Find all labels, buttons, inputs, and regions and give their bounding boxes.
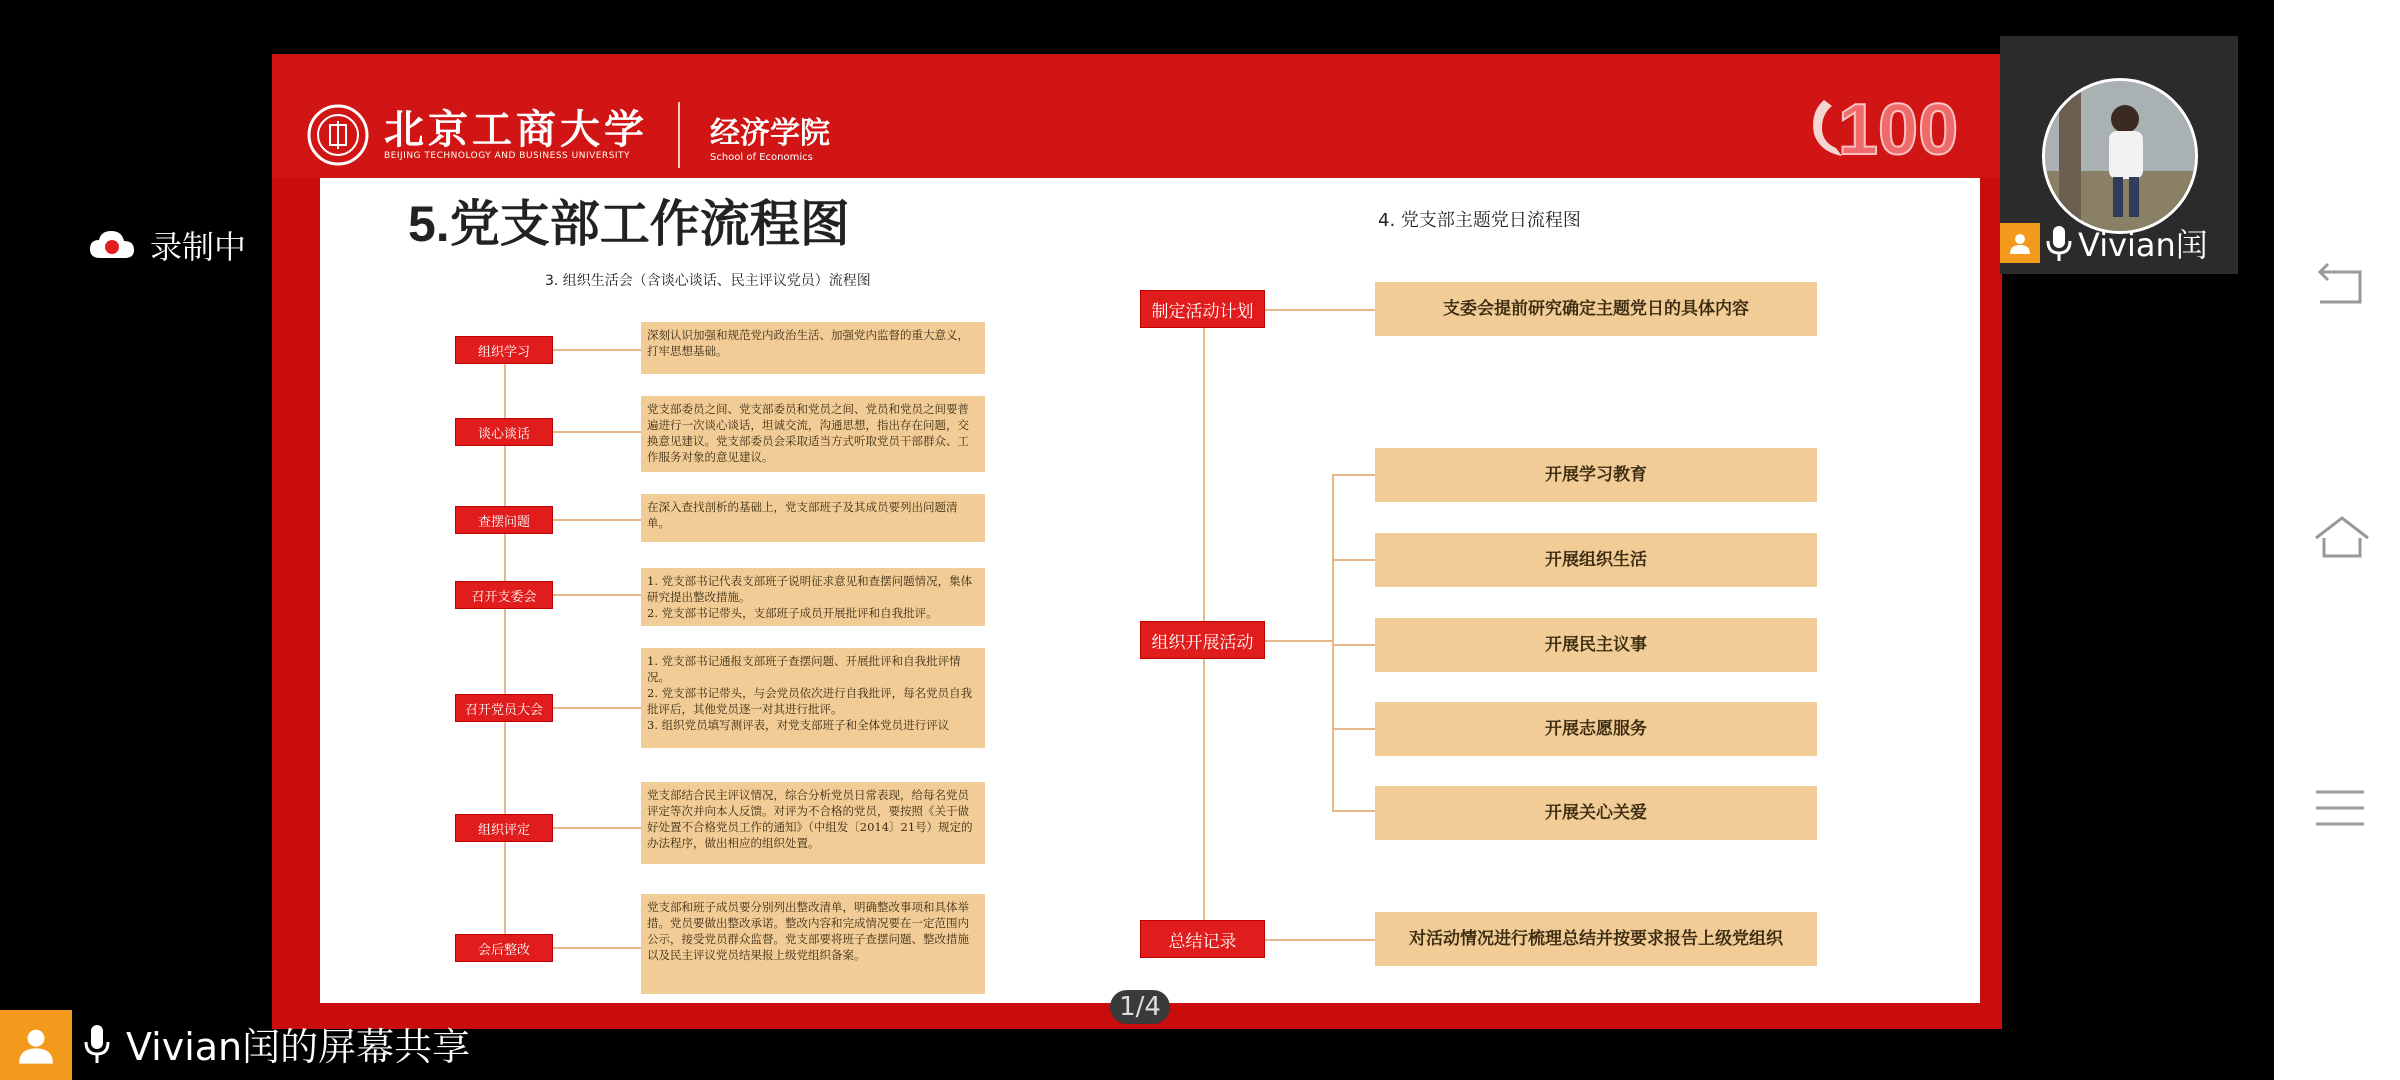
flow-connector <box>553 707 641 709</box>
menu-icon <box>2312 784 2368 832</box>
summary-text: 对活动情况进行梳理总结并按要求报告上级党组织 <box>1375 912 1817 966</box>
flow-step-text: 1. 党支部书记通报支部班子查摆问题、开展批评和自我批评情况。 2. 党支部书记带头，与会党员依次进行自我批评，每名党员自我批评后，其他党员逐一对其进行批评。 3. 组织党员填写测评表，对党支部班子和全体党员进行评议 <box>641 648 985 748</box>
person-photo <box>2045 81 2195 231</box>
activity-organize-label: 组织开展活动 <box>1140 621 1265 659</box>
shared-slide <box>272 54 2002 1029</box>
activity-item: 开展组织生活 <box>1375 533 1817 587</box>
flow-connector <box>553 431 641 433</box>
page-indicator: 1/4 <box>1110 990 1170 1024</box>
activity-plan-label: 制定活动计划 <box>1140 290 1265 328</box>
slide-body <box>320 178 1980 1003</box>
flow-step-label: 召开支委会 <box>455 581 553 609</box>
activity-plan-text: 支委会提前研究确定主题党日的具体内容 <box>1375 282 1817 336</box>
flow-step-text: 深刻认识加强和规范党内政治生活、加强党内监督的重大意义，打牢思想基础。 <box>641 322 985 374</box>
flow-connector <box>1265 939 1375 941</box>
flow-connector <box>553 349 641 351</box>
flow-connector <box>1332 644 1375 646</box>
flow-connector <box>553 594 641 596</box>
flow-connector <box>1332 810 1375 812</box>
home-icon <box>2312 508 2372 564</box>
activity-item: 开展志愿服务 <box>1375 702 1817 756</box>
recording-label: 录制中 <box>150 228 247 266</box>
back-button[interactable] <box>2312 258 2368 318</box>
flow-step-text: 在深入查找剖析的基础上，党支部班子及其成员要列出问题清单。 <box>641 494 985 542</box>
flow-connector <box>553 947 641 949</box>
university-logo <box>306 102 830 168</box>
flow-step-label: 召开党员大会 <box>455 694 553 722</box>
mic-icon <box>2044 223 2074 263</box>
flow-step-text: 党支部结合民主评议情况，综合分析党员日常表现，给每名党员评定等次并向本人反馈。对评为不合格的党员，要按照《关于做好处置不合格党员工作的通知》（中组发〔2014〕21号）规定的办法程序，做出相应的组织处置。 <box>641 782 985 864</box>
cloud-record-icon <box>88 228 136 262</box>
left-flowchart-heading: 3. 组织生活会（含谈心谈话、民主评议党员）流程图 <box>545 273 871 289</box>
page-title: 5.党支部工作流程图 <box>408 196 850 252</box>
school-name-cn: 经济学院 <box>710 115 830 151</box>
back-icon <box>2312 258 2368 314</box>
flow-connector <box>553 827 641 829</box>
flow-connector <box>553 519 641 521</box>
badge-number: 100 <box>1838 90 1959 170</box>
user-icon <box>2000 223 2040 263</box>
activity-item: 开展民主议事 <box>1375 618 1817 672</box>
flow-step-label: 查摆问题 <box>455 506 553 534</box>
activity-item: 开展关心关爱 <box>1375 786 1817 840</box>
participant-name: Vivian闰 <box>2078 226 2208 264</box>
school-name-en: School of Economics <box>710 151 813 163</box>
right-flowchart-heading: 4. 党支部主题党日流程图 <box>1378 210 1581 231</box>
flow-connector <box>1203 320 1205 920</box>
flow-step-text: 党支部委员之间、党支部委员和党员之间、党员和党员之间要普遍进行一次谈心谈话，坦诚交流，沟通思想，指出存在问题，交换意见建议。党支部委员会采取适当方式听取党员干部群众、工作服务对象的意见建议。 <box>641 396 985 472</box>
flow-connector <box>1265 640 1333 642</box>
user-icon <box>0 1010 72 1080</box>
flow-connector <box>1332 559 1375 561</box>
avatar <box>2042 78 2198 234</box>
flow-connector <box>1332 474 1334 810</box>
flow-step-label: 组织评定 <box>455 814 553 842</box>
screen-share-label-row <box>82 1016 470 1071</box>
party-emblem-100-icon <box>1802 82 1972 172</box>
flow-step-label: 组织学习 <box>455 336 553 364</box>
header-divider <box>678 102 680 168</box>
slide-header <box>272 54 2002 178</box>
flow-connector <box>1265 309 1375 311</box>
flow-step-text: 1. 党支部书记代表支部班子说明征求意见和查摆问题情况，集体研究提出整改措施。 2. 党支部书记带头，支部班子成员开展批评和自我批评。 <box>641 568 985 626</box>
system-nav-bar <box>2274 0 2400 1080</box>
participant-name-row <box>2000 220 2208 266</box>
flow-step-label: 谈心谈话 <box>455 418 553 446</box>
centenary-badge <box>1802 82 1972 176</box>
participant-tile[interactable] <box>2000 36 2238 274</box>
university-name-en: BEIJING TECHNOLOGY AND BUSINESS UNIVERSITY <box>384 151 631 161</box>
flow-step-label: 会后整改 <box>455 934 553 962</box>
screen-share-label: Vivian闰的屏幕共享 <box>126 1025 471 1069</box>
activity-item: 开展学习教育 <box>1375 448 1817 502</box>
recents-button[interactable] <box>2312 784 2368 836</box>
flow-step-text: 党支部和班子成员要分别列出整改清单，明确整改事项和具体举措。党员要做出整改承诺。整改内容和完成情况要在一定范围内公示，接受党员群众监督。党支部要将班子查摆问题、整改措施以及民主评议党员结果报上级党组织备案。 <box>641 894 985 994</box>
university-name-cn: 北京工商大学 <box>384 106 648 153</box>
summary-label: 总结记录 <box>1140 920 1265 958</box>
university-seal-icon <box>306 103 370 167</box>
flow-connector <box>1332 728 1375 730</box>
mic-icon <box>82 1022 112 1066</box>
recording-indicator <box>88 222 246 268</box>
home-button[interactable] <box>2312 508 2372 568</box>
flow-connector <box>1332 474 1375 476</box>
